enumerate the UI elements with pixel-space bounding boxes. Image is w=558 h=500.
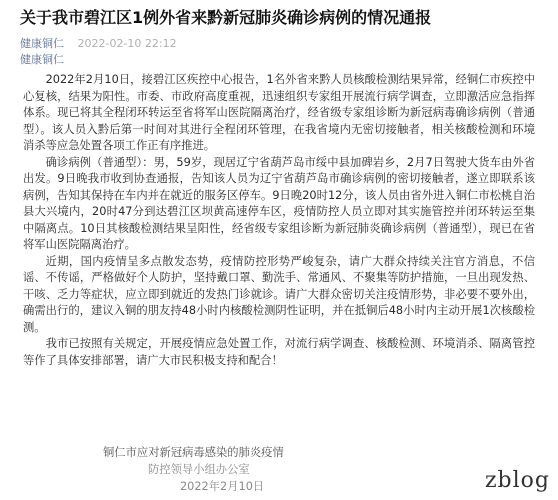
- article-meta: [20, 36, 540, 52]
- publish-time: 2022-02-10 22:12: [77, 37, 177, 50]
- paragraph-case: 确诊病例（普通型）：男，59岁，现居辽宁省葫芦岛市绥中县加碑岩乡，2月7日驾驶大货车由外省出发。9日晚我市收到协查通报，告知该人员为辽宁省葫芦岛市确诊病例的密切接触者，遂立即联系该病例，告知其保持在车内并在就近的服务区停车。9日晚20时12分，该人员由省外进入铜仁市松桃自治县大兴境内，20时47分到达碧江区坝黄高速停车区，疫情防控人员立即对其实施管控并闭环转运至集中隔离点。10日其核酸检测结果呈阳性，经省级专家组诊断为新冠肺炎确诊病例（普通型），现已在省将军山医院隔离治疗。: [23, 155, 535, 251]
- paragraph-advice: 近期，国内疫情呈多点散发态势，疫情防控形势严峻复杂，请广大群众持续关注官方消息，不信谣、不传谣，严格做好个人防护，坚持戴口罩、勤洗手、常通风、不聚集等防护措施，一旦出现发热、干咳、乏力等症状，应立即到就近的发热门诊就诊。请广大群众密切关注疫情形势，非必要不要外出，确需出行的，建议入铜的朋友持48小时内核酸检测阴性证明，并在抵铜后48小时内主动开展1次核酸检测。: [23, 254, 535, 334]
- paragraph-report: 2022年2月10日，接碧江区疾控中心报告，1名外省来黔人员核酸检测结果异常，经铜仁市疾控中心复核，结果为阳性。市委、市政府高度重视，迅速组织专家组开展流行病学调查，立即激活应急指挥体系。现已将其全程闭环转运至省将军山医院隔离治疗，经省级专家组诊断为新冠病毒确诊病例（普通型）。该人员入黔后第一时间对其进行全程闭环管理，在我省境内无密切接触者，相关核酸检测和环境消杀等应急处置各项工作正有序推进。: [23, 73, 535, 152]
- signature-date: 2022年2月10日: [180, 480, 265, 493]
- watermark-text: zblog: [484, 468, 550, 493]
- paragraph-measures: 我市已按照有关规定，开展疫情应急处置工作，对流行病学调查、核酸检测、环境消杀、隔离管控等作了具体安排部署，请广大市民积极支持和配合！: [23, 337, 535, 367]
- article-title: 关于我市碧江区1例外省来黔新冠肺炎确诊病例的情况通报: [20, 8, 432, 27]
- signature-office: 防控领导小组办公室: [148, 463, 250, 476]
- article-body: [23, 72, 535, 369]
- signature-organization: 铜仁市应对新冠病毒感染的肺炎疫情: [103, 446, 284, 459]
- article-author[interactable]: 健康铜仁: [20, 53, 64, 66]
- account-name-link[interactable]: 健康铜仁: [20, 37, 64, 50]
